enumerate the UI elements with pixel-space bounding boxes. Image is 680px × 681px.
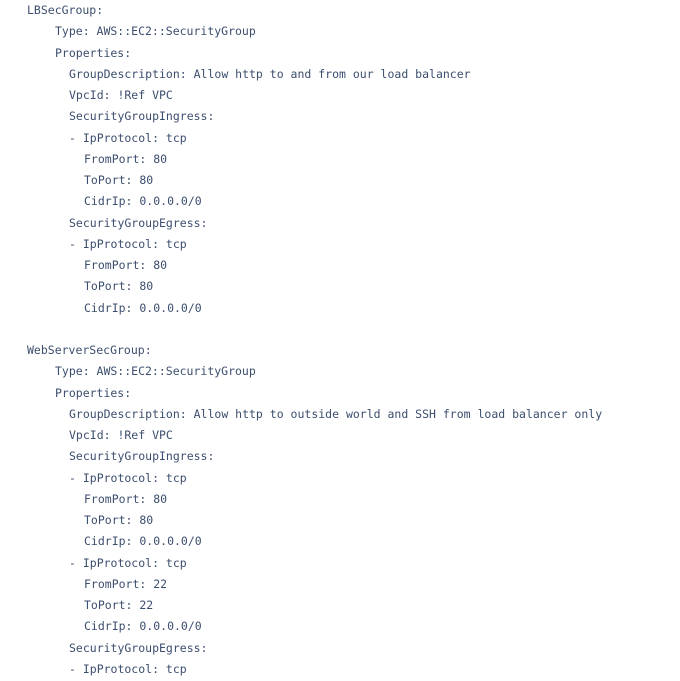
code-line: - IpProtocol: tcp	[69, 130, 187, 145]
code-line: - IpProtocol: tcp	[69, 470, 187, 485]
code-line: - IpProtocol: tcp	[69, 236, 187, 251]
code-line: FromPort: 22	[84, 576, 168, 591]
code-line: SecurityGroupIngress:	[69, 449, 215, 464]
code-line: Properties:	[55, 385, 132, 400]
code-line: FromPort: 80	[84, 258, 168, 272]
code-line: FromPort: 80	[84, 151, 168, 166]
code-line: - IpProtocol: tcp	[69, 555, 187, 570]
code-line: Type: AWS::EC2::SecurityGroup	[55, 364, 256, 379]
yaml-code-block	[27, 0, 602, 680]
code-line: VpcId: !Ref VPC	[69, 428, 173, 442]
code-line: Type: AWS::EC2::SecurityGroup	[55, 24, 256, 39]
code-line: - IpProtocol: tcp	[69, 661, 187, 676]
code-line: FromPort: 80	[84, 491, 168, 506]
code-line: ToPort: 80	[84, 513, 154, 527]
code-line: VpcId: !Ref VPC	[69, 88, 173, 102]
code-line: CidrIp: 0.0.0.0/0	[84, 619, 202, 634]
code-line: WebServerSecGroup:	[27, 343, 152, 357]
code-line: CidrIp: 0.0.0.0/0	[84, 194, 202, 209]
code-line: SecurityGroupEgress:	[69, 640, 208, 655]
code-line: CidrIp: 0.0.0.0/0	[84, 534, 202, 549]
code-line: LBSecGroup:	[27, 3, 104, 17]
code-line	[27, 319, 602, 340]
code-line: Properties:	[55, 45, 132, 60]
code-line: ToPort: 80	[84, 279, 154, 294]
code-line: SecurityGroupEgress:	[69, 215, 208, 230]
code-line: CidrIp: 0.0.0.0/0	[84, 300, 202, 315]
code-line: ToPort: 80	[84, 173, 154, 187]
code-line: ToPort: 22	[84, 598, 154, 612]
code-line: SecurityGroupIngress:	[69, 109, 215, 124]
code-line: GroupDescription: Allow http to and from our load balancer	[69, 66, 471, 81]
code-line: GroupDescription: Allow http to outside world and SSH from load balancer only	[69, 406, 603, 421]
